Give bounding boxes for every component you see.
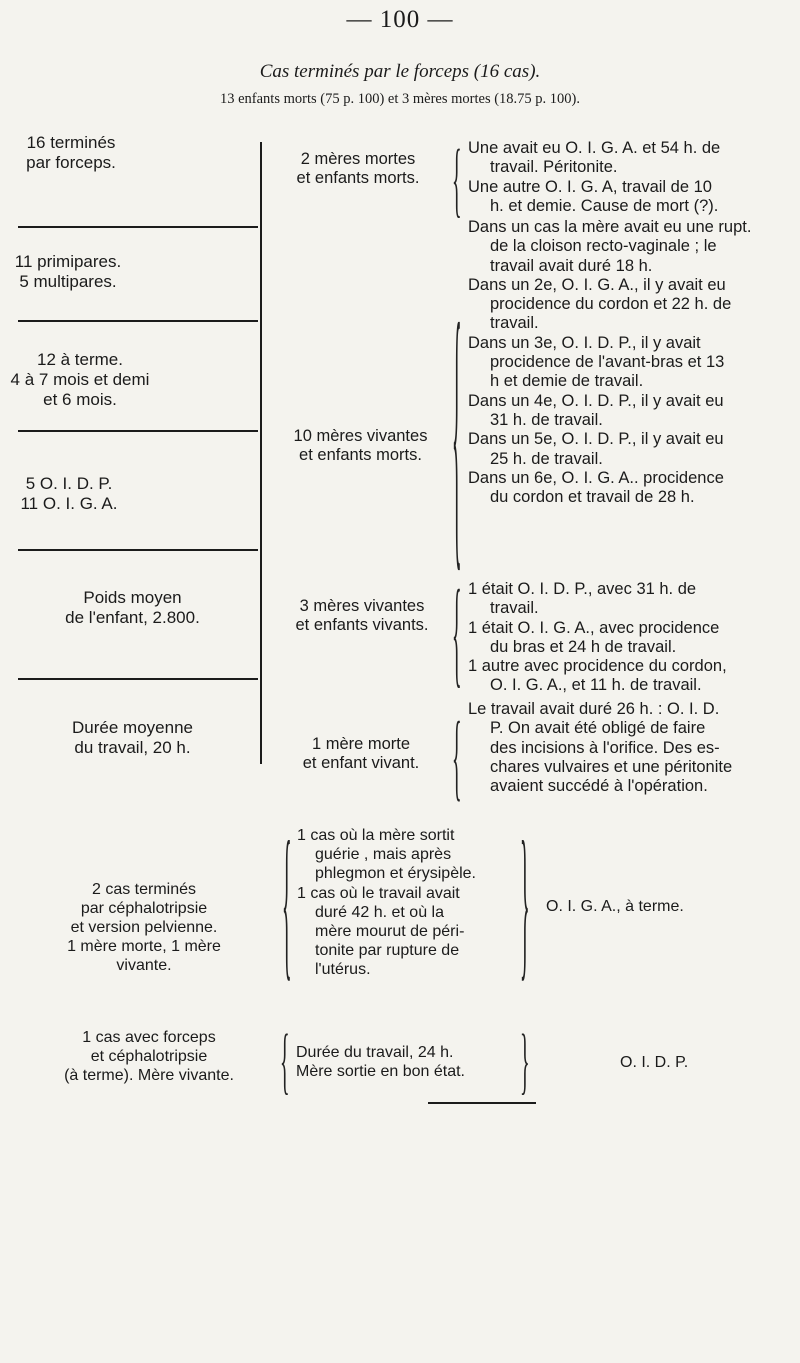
weight-line: Poids moyen [83, 588, 182, 607]
detail-line: Durée du travail, 24 h. [296, 1044, 454, 1061]
cephalotripsy-line: 1 mère morte, 1 mère [67, 938, 221, 955]
group-label-line: et enfants vivants. [295, 616, 429, 634]
brace: { [520, 1022, 530, 1104]
detail-line: travail. Péritonite. [490, 158, 618, 177]
cephalotripsy-presentation: O. I. G. A., à terme. [546, 898, 684, 915]
detail-line: travail avait duré 18 h. [490, 256, 653, 275]
brace: { [452, 135, 462, 229]
combined-line: 1 cas avec forceps [82, 1029, 216, 1046]
detail-line: Dans un 2e, O. I. G. A., il y avait eu [468, 275, 726, 294]
group-details [468, 139, 788, 216]
detail-line: avaient succédé à l'opération. [490, 777, 708, 796]
group-label-line: et enfant vivant. [302, 754, 420, 772]
total-cases [12, 133, 130, 173]
group-details [468, 580, 788, 696]
column-separator [260, 142, 262, 764]
group-label-line: et enfants morts. [296, 169, 420, 187]
detail-line: Dans un 4e, O. I. D. P., il y avait eu [468, 391, 724, 410]
detail-line: h. et demie. Cause de mort (?). [490, 196, 719, 215]
duration-line: du travail, 20 h. [74, 738, 191, 757]
detail-line: Dans un 3e, O. I. D. P., il y avait [468, 333, 701, 352]
detail-line: mère mourut de péri- [315, 923, 465, 941]
presentation-line: 11 O. I. G. A. [20, 494, 118, 513]
brace: { [452, 570, 462, 702]
term-line: 4 à 7 mois et demi [10, 370, 150, 389]
divider [18, 549, 258, 551]
combined-line: (à terme). Mère vivante. [64, 1067, 234, 1084]
brace: { [280, 1022, 290, 1104]
presentation-summary [4, 474, 134, 514]
detail-line: 1 était O. I. D. P., avec 31 h. de [468, 580, 697, 598]
detail-line: travail. [490, 599, 539, 618]
detail-line: 1 autre avec procidence du cordon, [468, 657, 727, 676]
divider [18, 320, 258, 322]
combined-summary [34, 1028, 264, 1085]
group-label-line: 1 mère morte [311, 735, 411, 753]
closing-rule [428, 1102, 536, 1104]
detail-line: Dans un 6e, O. I. G. A.. procidence [468, 468, 724, 487]
divider [18, 678, 258, 680]
presentation-line: 5 O. I. D. P. [25, 474, 113, 493]
detail-line: Le travail avait duré 26 h. : O. I. D. [468, 700, 720, 718]
page-title: Cas terminés par le forceps (16 cas). [259, 61, 541, 82]
term-line: et 6 mois. [43, 390, 117, 409]
detail-line: l'utérus. [315, 961, 371, 979]
detail-line: P. On avait été obligé de faire [490, 719, 706, 738]
group-label-line: et enfants morts. [299, 446, 422, 464]
combined-line: et céphalotripsie [90, 1048, 208, 1065]
detail-line: 31 h. de travail. [490, 410, 603, 429]
detail-line: 1 était O. I. G. A., avec procidence [468, 618, 720, 637]
brace: { [282, 813, 292, 1001]
detail-line: 1 cas où la mère sortit [297, 827, 455, 844]
detail-line: h et demie de travail. [490, 372, 644, 391]
brace: { [520, 813, 530, 1001]
term-summary [4, 350, 156, 410]
detail-line: Mère sortie en bon état. [296, 1063, 465, 1081]
cephalotripsy-line: vivante. [116, 957, 172, 974]
detail-line: duré 42 h. et où la [315, 903, 444, 921]
detail-line: 25 h. de travail. [490, 449, 603, 468]
term-line: 12 à terme. [37, 350, 123, 369]
detail-line: O. I. G. A., et 11 h. de travail. [490, 676, 702, 695]
detail-line: chares vulvaires et une péritonite [490, 757, 733, 776]
divider [18, 226, 258, 228]
cephalotripsy-details [297, 826, 517, 980]
detail-line: des incisions à l'orifice. Des es- [490, 738, 720, 757]
detail-line: Une avait eu O. I. G. A. et 54 h. de [468, 139, 721, 157]
combined-presentation: O. I. D. P. [620, 1054, 689, 1071]
cephalotripsy-summary [40, 880, 248, 975]
detail-line: Dans un cas la mère avait eu une rupt. [468, 218, 752, 236]
detail-line: du bras et 24 h de travail. [490, 637, 677, 656]
cephalotripsy-line: par céphalotripsie [80, 900, 208, 917]
cephalotripsy-line: 2 cas terminés [91, 881, 197, 898]
group-label [266, 597, 458, 635]
combined-details [296, 1043, 516, 1081]
detail-line: phlegmon et érysipèle. [315, 865, 476, 883]
group-details [468, 700, 788, 796]
duration-summary [0, 718, 265, 758]
detail-line: procidence du cordon et 22 h. de [490, 295, 732, 314]
detail-line: travail. [490, 314, 539, 333]
detail-line: de la cloison recto-vaginale ; le [490, 237, 717, 256]
total-line: 16 terminés [26, 133, 116, 152]
parity-line: 5 multipares. [19, 272, 117, 291]
brace: { [452, 275, 462, 605]
group-label-line: 2 mères mortes [300, 150, 416, 168]
group-label [266, 735, 456, 773]
page-number: — 100 — [346, 6, 454, 33]
total-line: par forceps. [26, 153, 116, 172]
detail-line: 1 cas où le travail avait [297, 884, 460, 902]
detail-line: Dans un 5e, O. I. D. P., il y avait eu [468, 430, 724, 449]
parity-summary [4, 252, 132, 292]
divider [18, 430, 258, 432]
detail-line: guérie , mais après [315, 846, 452, 864]
group-label-line: 3 mères vivantes [299, 597, 425, 615]
weight-summary [0, 588, 265, 628]
brace: { [452, 705, 462, 813]
detail-line: Une autre O. I. G. A, travail de 10 [468, 177, 712, 196]
duration-line: Durée moyenne [72, 718, 193, 737]
detail-line: du cordon et travail de 28 h. [490, 488, 695, 507]
parity-line: 11 primipares. [14, 252, 122, 271]
detail-line: procidence de l'avant-bras et 13 [490, 353, 725, 372]
group-details [468, 218, 788, 507]
group-label [268, 427, 453, 465]
detail-line: tonite par rupture de [315, 942, 460, 960]
group-label [268, 150, 448, 188]
page-subtitle: 13 enfants morts (75 p. 100) et 3 mères mortes (18.75 p. 100). [219, 91, 580, 107]
group-label-line: 10 mères vivantes [293, 427, 428, 445]
cephalotripsy-line: et version pelvienne. [70, 919, 218, 936]
weight-line: de l'enfant, 2.800. [65, 608, 200, 627]
